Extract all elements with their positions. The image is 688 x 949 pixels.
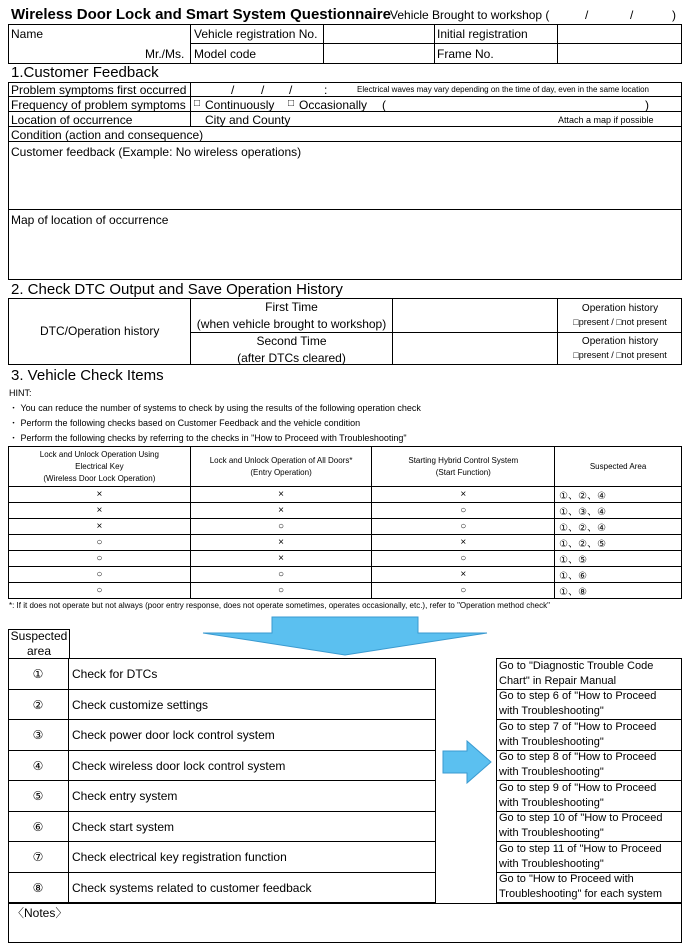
cell-suspected: ①、②、④ — [555, 487, 682, 503]
present-options[interactable]: □present / □not present — [573, 317, 667, 327]
cell-suspected: ①、②、④ — [555, 519, 682, 535]
check-item: Check for DTCs — [72, 667, 158, 681]
cell-key: × — [9, 519, 191, 535]
right-arrow-icon — [442, 740, 492, 784]
name-label: Name — [11, 27, 44, 41]
suspected-num: ⑤ — [32, 789, 44, 803]
op-history-2 — [558, 334, 682, 363]
frame-no-field[interactable] — [558, 44, 681, 63]
cell-start: × — [372, 535, 555, 551]
date-sep: / — [261, 83, 265, 97]
section1-title: 1.Customer Feedback — [11, 64, 159, 81]
brought-date-sep: / — [585, 8, 589, 22]
waves-note: Electrical waves may vary depending on the time of day, even in the same location — [357, 85, 650, 94]
attach-map-note: Attach a map if possible — [558, 115, 654, 125]
first-time-title: First Time — [265, 300, 318, 314]
suspected-header-1: Suspected — [10, 629, 68, 643]
condition-label: Condition (action and consequence) — [11, 128, 204, 142]
second-time-cell — [191, 333, 392, 368]
goto-link[interactable]: Go to step 11 of "How to Proceed with Troubleshooting" — [499, 843, 662, 870]
first-occurred-label: Problem symptoms first occurred — [11, 83, 187, 97]
cell-entry: × — [190, 487, 372, 503]
cell-suspected: ①、⑤ — [555, 551, 682, 567]
cell-entry: × — [190, 551, 372, 567]
honorific: Mr./Ms. — [145, 47, 185, 61]
suspected-header-2: area — [26, 644, 52, 658]
time-sep: : — [324, 83, 328, 97]
check-table-header — [9, 447, 682, 487]
hint-bullet: ・ You can reduce the number of systems to check by using the results of the following operation check — [9, 403, 421, 413]
vehicle-reg-field[interactable] — [324, 25, 433, 42]
model-code-field[interactable] — [324, 44, 433, 63]
suspected-num: ④ — [32, 759, 44, 773]
feedback-label: Customer feedback (Example: No wireless operations) — [11, 145, 302, 159]
check-item: Check electrical key registration function — [72, 850, 287, 864]
cell-key: × — [9, 503, 191, 519]
notes-label: 〈Notes〉 — [12, 906, 68, 920]
date-sep: / — [231, 83, 235, 97]
cell-start: × — [372, 487, 555, 503]
check-item: Check power door lock control system — [72, 728, 275, 742]
second-time-dtc-field[interactable] — [393, 333, 556, 364]
section3-title: 3. Vehicle Check Items — [11, 367, 164, 384]
check-item: Check entry system — [72, 789, 178, 803]
location-label: Location of occurrence — [11, 113, 133, 127]
goto-link[interactable]: Go to step 8 of "How to Proceed with Troubleshooting" — [499, 751, 657, 778]
table-row — [9, 567, 682, 583]
op-history-label: Operation history — [581, 336, 659, 347]
goto-link[interactable]: Go to "Diagnostic Trouble Code Chart" in Repair Manual — [499, 660, 654, 687]
goto-link[interactable]: Go to step 10 of "How to Proceed with Troubleshooting" — [499, 812, 663, 839]
cell-key: ○ — [9, 551, 191, 567]
cell-suspected: ①、③、④ — [555, 503, 682, 519]
date-sep: / — [289, 83, 293, 97]
second-time-sub: (after DTCs cleared) — [237, 351, 346, 366]
first-time-sub: (when vehicle brought to workshop) — [196, 317, 387, 332]
col-header-suspected: Suspected Area — [555, 447, 682, 487]
cell-key: ○ — [9, 567, 191, 583]
dtc-label: DTC/Operation history — [40, 324, 160, 338]
cell-entry: × — [190, 503, 372, 519]
check-table — [8, 446, 682, 599]
page-title: Wireless Door Lock and Smart System Questionnaire — [11, 6, 391, 23]
goto-link[interactable]: Go to "How to Proceed with Troubleshooting" for each system — [499, 873, 663, 900]
suspected-num: ⑦ — [32, 850, 44, 864]
op-history-label: Operation history — [581, 303, 659, 314]
table-row — [9, 519, 682, 535]
check-item: Check wireless door lock control system — [72, 759, 286, 773]
brought-close: ) — [672, 8, 676, 22]
checkbox-continuously[interactable]: □ — [194, 98, 201, 109]
cell-key: ○ — [9, 535, 191, 551]
map-label: Map of location of occurrence — [11, 213, 169, 227]
feedback-field[interactable] — [9, 160, 681, 208]
cell-key: × — [9, 487, 191, 503]
paren-open: ( — [382, 98, 386, 112]
col-header-electrical-key: Lock and Unlock Operation Using Electrical Key (Wireless Door Lock Operation) — [9, 447, 191, 487]
checkbox-occasionally[interactable]: □ — [288, 98, 295, 109]
second-time-title: Second Time — [256, 334, 327, 348]
notes-box[interactable] — [8, 903, 682, 943]
col-header-entry: Lock and Unlock Operation of All Doors* (Entry Operation) — [190, 447, 372, 487]
suspected-num: ⑧ — [32, 881, 44, 895]
brought-label: Vehicle Brought to workshop ( — [390, 8, 550, 22]
check-item: Check systems related to customer feedback — [72, 881, 312, 895]
suspected-num: ⑥ — [32, 820, 44, 834]
cell-entry: ○ — [190, 567, 372, 583]
table-row — [9, 583, 682, 599]
initial-reg-field[interactable] — [558, 25, 681, 42]
goto-link[interactable]: Go to step 9 of "How to Proceed with Troubleshooting" — [499, 782, 657, 809]
op-history-1 — [558, 301, 682, 330]
first-time-cell — [191, 299, 392, 334]
hint-bullet: ・ Perform the following checks based on Customer Feedback and the vehicle condition — [9, 418, 361, 428]
col-header-start: Starting Hybrid Control System (Start Function) — [372, 447, 555, 487]
cell-start: ○ — [372, 583, 555, 599]
map-field[interactable] — [9, 228, 681, 279]
cell-start: ○ — [372, 551, 555, 567]
suspected-num: ③ — [32, 728, 44, 742]
cell-suspected: ①、②、⑤ — [555, 535, 682, 551]
opt-continuously: Continuously — [205, 98, 275, 112]
opt-occasionally: Occasionally — [299, 98, 368, 112]
cell-key: ○ — [9, 583, 191, 599]
city-county: City and County — [205, 113, 291, 127]
check-item: Check customize settings — [72, 698, 209, 712]
cell-entry: × — [190, 535, 372, 551]
frequency-label: Frequency of problem symptoms — [11, 98, 186, 112]
cell-entry: ○ — [190, 519, 372, 535]
suspected-num: ① — [32, 667, 44, 681]
vehicle-reg-label: Vehicle registration No. — [194, 27, 318, 41]
hint-bullet: ・ Perform the following checks by referring to the checks in "How to Proceed with Troubleshooting" — [9, 433, 407, 443]
footnote: *: If it does not operate but not always (poor entry response, does not operate sometimes, operates occasionally, etc.), refer to "Operation method check" — [9, 601, 550, 610]
paren-close: ) — [645, 98, 649, 112]
goto-link[interactable]: Go to step 6 of "How to Proceed with Troubleshooting" — [499, 690, 657, 717]
hint-label: HINT: — [9, 388, 32, 398]
cell-start: ○ — [372, 519, 555, 535]
model-code-label: Model code — [194, 47, 257, 61]
section2-title: 2. Check DTC Output and Save Operation History — [11, 281, 343, 298]
table-row — [9, 535, 682, 551]
frame-no-label: Frame No. — [437, 47, 494, 61]
cell-suspected: ①、⑥ — [555, 567, 682, 583]
initial-reg-label: Initial registration — [437, 27, 528, 41]
check-item: Check start system — [72, 820, 175, 834]
cell-start: ○ — [372, 503, 555, 519]
brought-date-sep: / — [630, 8, 634, 22]
first-time-dtc-field[interactable] — [393, 299, 556, 331]
table-row — [9, 487, 682, 503]
table-row — [9, 503, 682, 519]
down-arrow-icon — [200, 616, 490, 656]
cell-entry: ○ — [190, 583, 372, 599]
cell-start: × — [372, 567, 555, 583]
suspected-header — [8, 629, 70, 659]
suspected-num: ② — [32, 698, 44, 712]
goto-link[interactable]: Go to step 7 of "How to Proceed with Troubleshooting" — [499, 721, 657, 748]
cell-suspected: ①、⑧ — [555, 583, 682, 599]
table-row — [9, 551, 682, 567]
present-options[interactable]: □present / □not present — [573, 350, 667, 360]
